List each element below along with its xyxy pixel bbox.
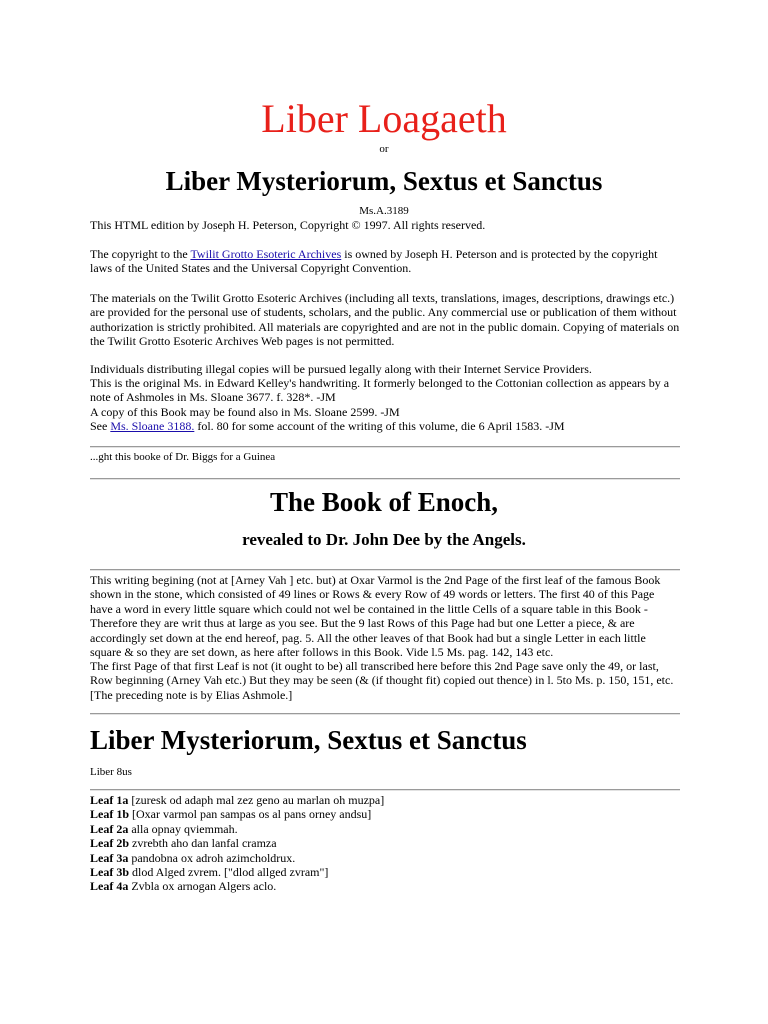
see-post: fol. 80 for some account of the writing of this volume, die 6 April 1583. -JM bbox=[194, 419, 565, 433]
list-item bbox=[90, 865, 680, 879]
list-item bbox=[90, 822, 680, 836]
list-item bbox=[90, 793, 680, 807]
list-item bbox=[90, 807, 680, 821]
copyright-pre: The copyright to the bbox=[90, 247, 191, 261]
leaf-text: Zvbla ox arnogan Algers aclo. bbox=[128, 879, 277, 894]
leaf-text: [zuresk od adaph mal zez geno au marlan oh muzpa] bbox=[128, 793, 385, 807]
see-note bbox=[90, 419, 680, 433]
leaf-label: Leaf 4a bbox=[90, 879, 129, 894]
list-item bbox=[90, 879, 680, 893]
leaf-list bbox=[90, 793, 680, 894]
liber-heading: Liber Mysteriorum, Sextus et Sanctus bbox=[90, 725, 527, 755]
leaf-label: Leaf 2b bbox=[90, 836, 129, 851]
leaf-label: Leaf 2a bbox=[90, 821, 129, 836]
biggs-note: ...ght this booke of Dr. Biggs for a Guinea bbox=[90, 451, 276, 463]
leaf-text: alla opnay qviemmah. bbox=[128, 821, 238, 836]
leaf-label: Leaf 1a bbox=[90, 793, 129, 807]
leaf-label: Leaf 3b bbox=[90, 865, 129, 880]
divider bbox=[90, 446, 680, 448]
divider bbox=[90, 713, 680, 715]
divider bbox=[90, 789, 680, 791]
divider bbox=[90, 569, 680, 571]
liber-8us: Liber 8us bbox=[90, 766, 132, 778]
enoch-paragraph-1: This writing begining (not at [Arney Vah ] etc. but) at Oxar Varmol is the 2nd Page of the first leaf of the famous Book shown in the stone, which consisted of 49 lines or Rows & every Row of 49 words or letters. The first 40 of this Page have a word in every little square which could not wel be contained in the little Cells of a square table in this Book - Therefore they are writ thus at large as you see. But the 9 last Rows of this Page had but one Letter a piece, & are accordingly set down at the end hereof, pag. 5. All the other leaves of that Book had but a single Letter in each little square & so they are set down, as here after follows in this Book. Vide l.5 Ms. pag. 142, 143 etc. bbox=[90, 573, 661, 660]
leaf-text: zvrebth aho dan lanfal cramza bbox=[129, 836, 277, 851]
enoch-heading: The Book of Enoch, bbox=[269, 487, 499, 517]
original-note: This is the original Ms. in Edward Kelley's handwriting. It formerly belonged to the Cottonian collection as appears by a note of Ashmoles in Ms. Sloane 3677. f. 328*. -JM bbox=[90, 376, 670, 405]
list-item bbox=[90, 851, 680, 865]
ms-sloane-link[interactable]: Ms. Sloane 3188. bbox=[110, 419, 195, 433]
leaf-label: Leaf 3a bbox=[90, 850, 129, 865]
subtitle-heading: Liber Mysteriorum, Sextus et Sanctus bbox=[165, 166, 603, 196]
leaf-text: [Oxar varmol pan sampas os al pans orney andsu] bbox=[129, 807, 372, 822]
enoch-paragraph-2: The first Page of that first Leaf is not (it ought to be) all transcribed here before this 2nd Page save only the 49, or last, Row beginning (Arney Vah etc.) But they may be seen (& (if thought fit) copied out thence) in l. 5to Ms. p. 150, 151, etc. [The preceding note is by Elias Ashmole.] bbox=[90, 659, 674, 702]
divider bbox=[90, 478, 680, 480]
list-item bbox=[90, 836, 680, 850]
leaf-label: Leaf 1b bbox=[90, 807, 129, 822]
page-title: Liber Loagaeth bbox=[261, 96, 507, 141]
copyright-paragraph bbox=[90, 247, 680, 276]
twilit-grotto-link[interactable]: Twilit Grotto Esoteric Archives bbox=[190, 247, 342, 261]
copyright-post: is owned by Joseph H. Peterson and is protected by the copyright laws of the United States and the Universal Copyright Convention. bbox=[90, 247, 658, 276]
edition-note: This HTML edition by Joseph H. Peterson, Copyright © 1997. All rights reserved. bbox=[90, 218, 486, 232]
leaf-text: pandobna ox adroh azimcholdrux. bbox=[128, 850, 296, 865]
ms-number: Ms.A.3189 bbox=[359, 205, 409, 217]
materials-paragraph: The materials on the Twilit Grotto Esoteric Archives (including all texts, translations, images, descriptions, drawings etc.) are provided for the personal use of students, scholars, and the public. Any commercial use or publication of them without authorization is strictly prohibited. All materials are copyrighted and are not in the public domain. Copying of materials on the Twilit Grotto Esoteric Archives Web pages is not permitted. bbox=[90, 291, 680, 349]
or-text: or bbox=[379, 143, 389, 155]
see-pre: See bbox=[90, 419, 111, 433]
individuals-note: Individuals distributing illegal copies will be pursued legally along with their Internet Service Providers. bbox=[90, 362, 592, 376]
leaf-text: dlod Alged zvrem. ["dlod allged zvram"] bbox=[129, 865, 329, 880]
enoch-subheading: revealed to Dr. John Dee by the Angels. bbox=[242, 530, 526, 549]
copy-note: A copy of this Book may be found also in Ms. Sloane 2599. -JM bbox=[90, 405, 400, 419]
